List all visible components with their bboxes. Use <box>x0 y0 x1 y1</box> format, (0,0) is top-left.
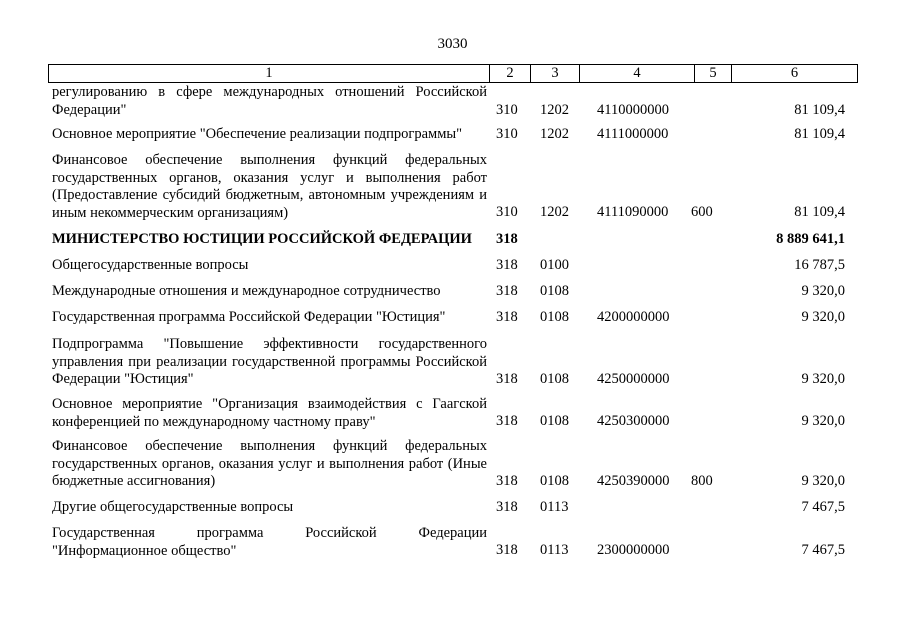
row-section-code: 0108 <box>540 309 569 325</box>
row-section-code: 1202 <box>540 204 569 220</box>
row-name: Основное мероприятие "Обеспечение реализации подпрограммы" <box>52 126 463 142</box>
row-section-code: 1202 <box>540 126 569 142</box>
row-admin-code: 318 <box>496 499 518 515</box>
row-amount: 81 109,4 <box>794 102 845 118</box>
row-admin-code: 318 <box>496 473 518 489</box>
row-amount: 9 320,0 <box>801 309 845 325</box>
row-amount: 7 467,5 <box>801 499 845 515</box>
row-target-code: 4250000000 <box>597 371 670 387</box>
row-section-code: 0108 <box>540 413 569 429</box>
row-target-code: 4200000000 <box>597 309 670 325</box>
row-name: Государственная программа Российской Федерации "Юстиция" <box>52 309 446 325</box>
row-target-code: 4111000000 <box>597 126 669 142</box>
row-amount: 8 889 641,1 <box>776 231 845 247</box>
row-target-code: 4250300000 <box>597 413 670 429</box>
row-admin-code: 318 <box>496 283 518 299</box>
row-admin-code: 318 <box>496 257 518 273</box>
row-name: Основное мероприятие "Организация взаимодействия с Гаагской конференцией по международному частному праву" <box>52 396 487 430</box>
row-amount: 9 320,0 <box>801 371 845 387</box>
row-amount: 9 320,0 <box>801 283 845 299</box>
row-name: Подпрограмма "Повышение эффективности государственного управления при реализации государственной программы Российской Федерации "Юстиция" <box>52 336 487 387</box>
row-admin-code: 310 <box>496 126 518 142</box>
row-name: Государственная программа Российской Федерации "Информационное общество" <box>52 525 487 559</box>
row-name: регулированию в сфере международных отношений Российской Федерации" <box>52 84 487 118</box>
column-header-table <box>48 64 858 83</box>
row-admin-code: 310 <box>496 204 518 220</box>
row-section-code: 0108 <box>540 283 569 299</box>
row-name: Другие общегосударственные вопросы <box>52 499 294 515</box>
row-section-code: 0113 <box>540 499 569 515</box>
row-name: Международные отношения и международное сотрудничество <box>52 283 441 299</box>
column-header-6: 6 <box>732 65 858 83</box>
row-section-code: 1202 <box>540 102 569 118</box>
row-name: Финансовое обеспечение выполнения функций федеральных государственных органов, оказания услуг и выполнения работ (Предоставление субсидий бюджетным, автономным учреждениям и иным некоммерческим организациям) <box>52 152 487 221</box>
row-target-code: 2300000000 <box>597 542 670 558</box>
column-header-2: 2 <box>490 65 531 83</box>
row-name: МИНИСТЕРСТВО ЮСТИЦИИ РОССИЙСКОЙ ФЕДЕРАЦИИ <box>52 231 472 247</box>
row-section-code: 0108 <box>540 371 569 387</box>
row-name: Общегосударственные вопросы <box>52 257 249 273</box>
row-target-code: 4250390000 <box>597 473 670 489</box>
row-amount: 16 787,5 <box>794 257 845 273</box>
row-admin-code: 318 <box>496 371 518 387</box>
row-expense-type: 600 <box>691 204 713 220</box>
row-expense-type: 800 <box>691 473 713 489</box>
column-header-3: 3 <box>531 65 580 83</box>
row-section-code: 0100 <box>540 257 569 273</box>
row-amount: 9 320,0 <box>801 413 845 429</box>
column-header-4: 4 <box>580 65 695 83</box>
row-amount: 9 320,0 <box>801 473 845 489</box>
row-admin-code: 318 <box>496 231 518 247</box>
column-header-5: 5 <box>695 65 732 83</box>
row-admin-code: 318 <box>496 309 518 325</box>
row-amount: 81 109,4 <box>794 204 845 220</box>
row-amount: 81 109,4 <box>794 126 845 142</box>
row-admin-code: 318 <box>496 413 518 429</box>
row-admin-code: 310 <box>496 102 518 118</box>
row-target-code: 4110000000 <box>597 102 669 118</box>
row-amount: 7 467,5 <box>801 542 845 558</box>
row-name: Финансовое обеспечение выполнения функций федеральных государственных органов, оказания услуг и выполнения работ (Иные бюджетные ассигнования) <box>52 438 487 489</box>
column-header-1: 1 <box>49 65 490 83</box>
row-section-code: 0113 <box>540 542 569 558</box>
page-number: 3030 <box>437 36 468 52</box>
row-section-code: 0108 <box>540 473 569 489</box>
row-admin-code: 318 <box>496 542 518 558</box>
row-target-code: 4111090000 <box>597 204 669 220</box>
